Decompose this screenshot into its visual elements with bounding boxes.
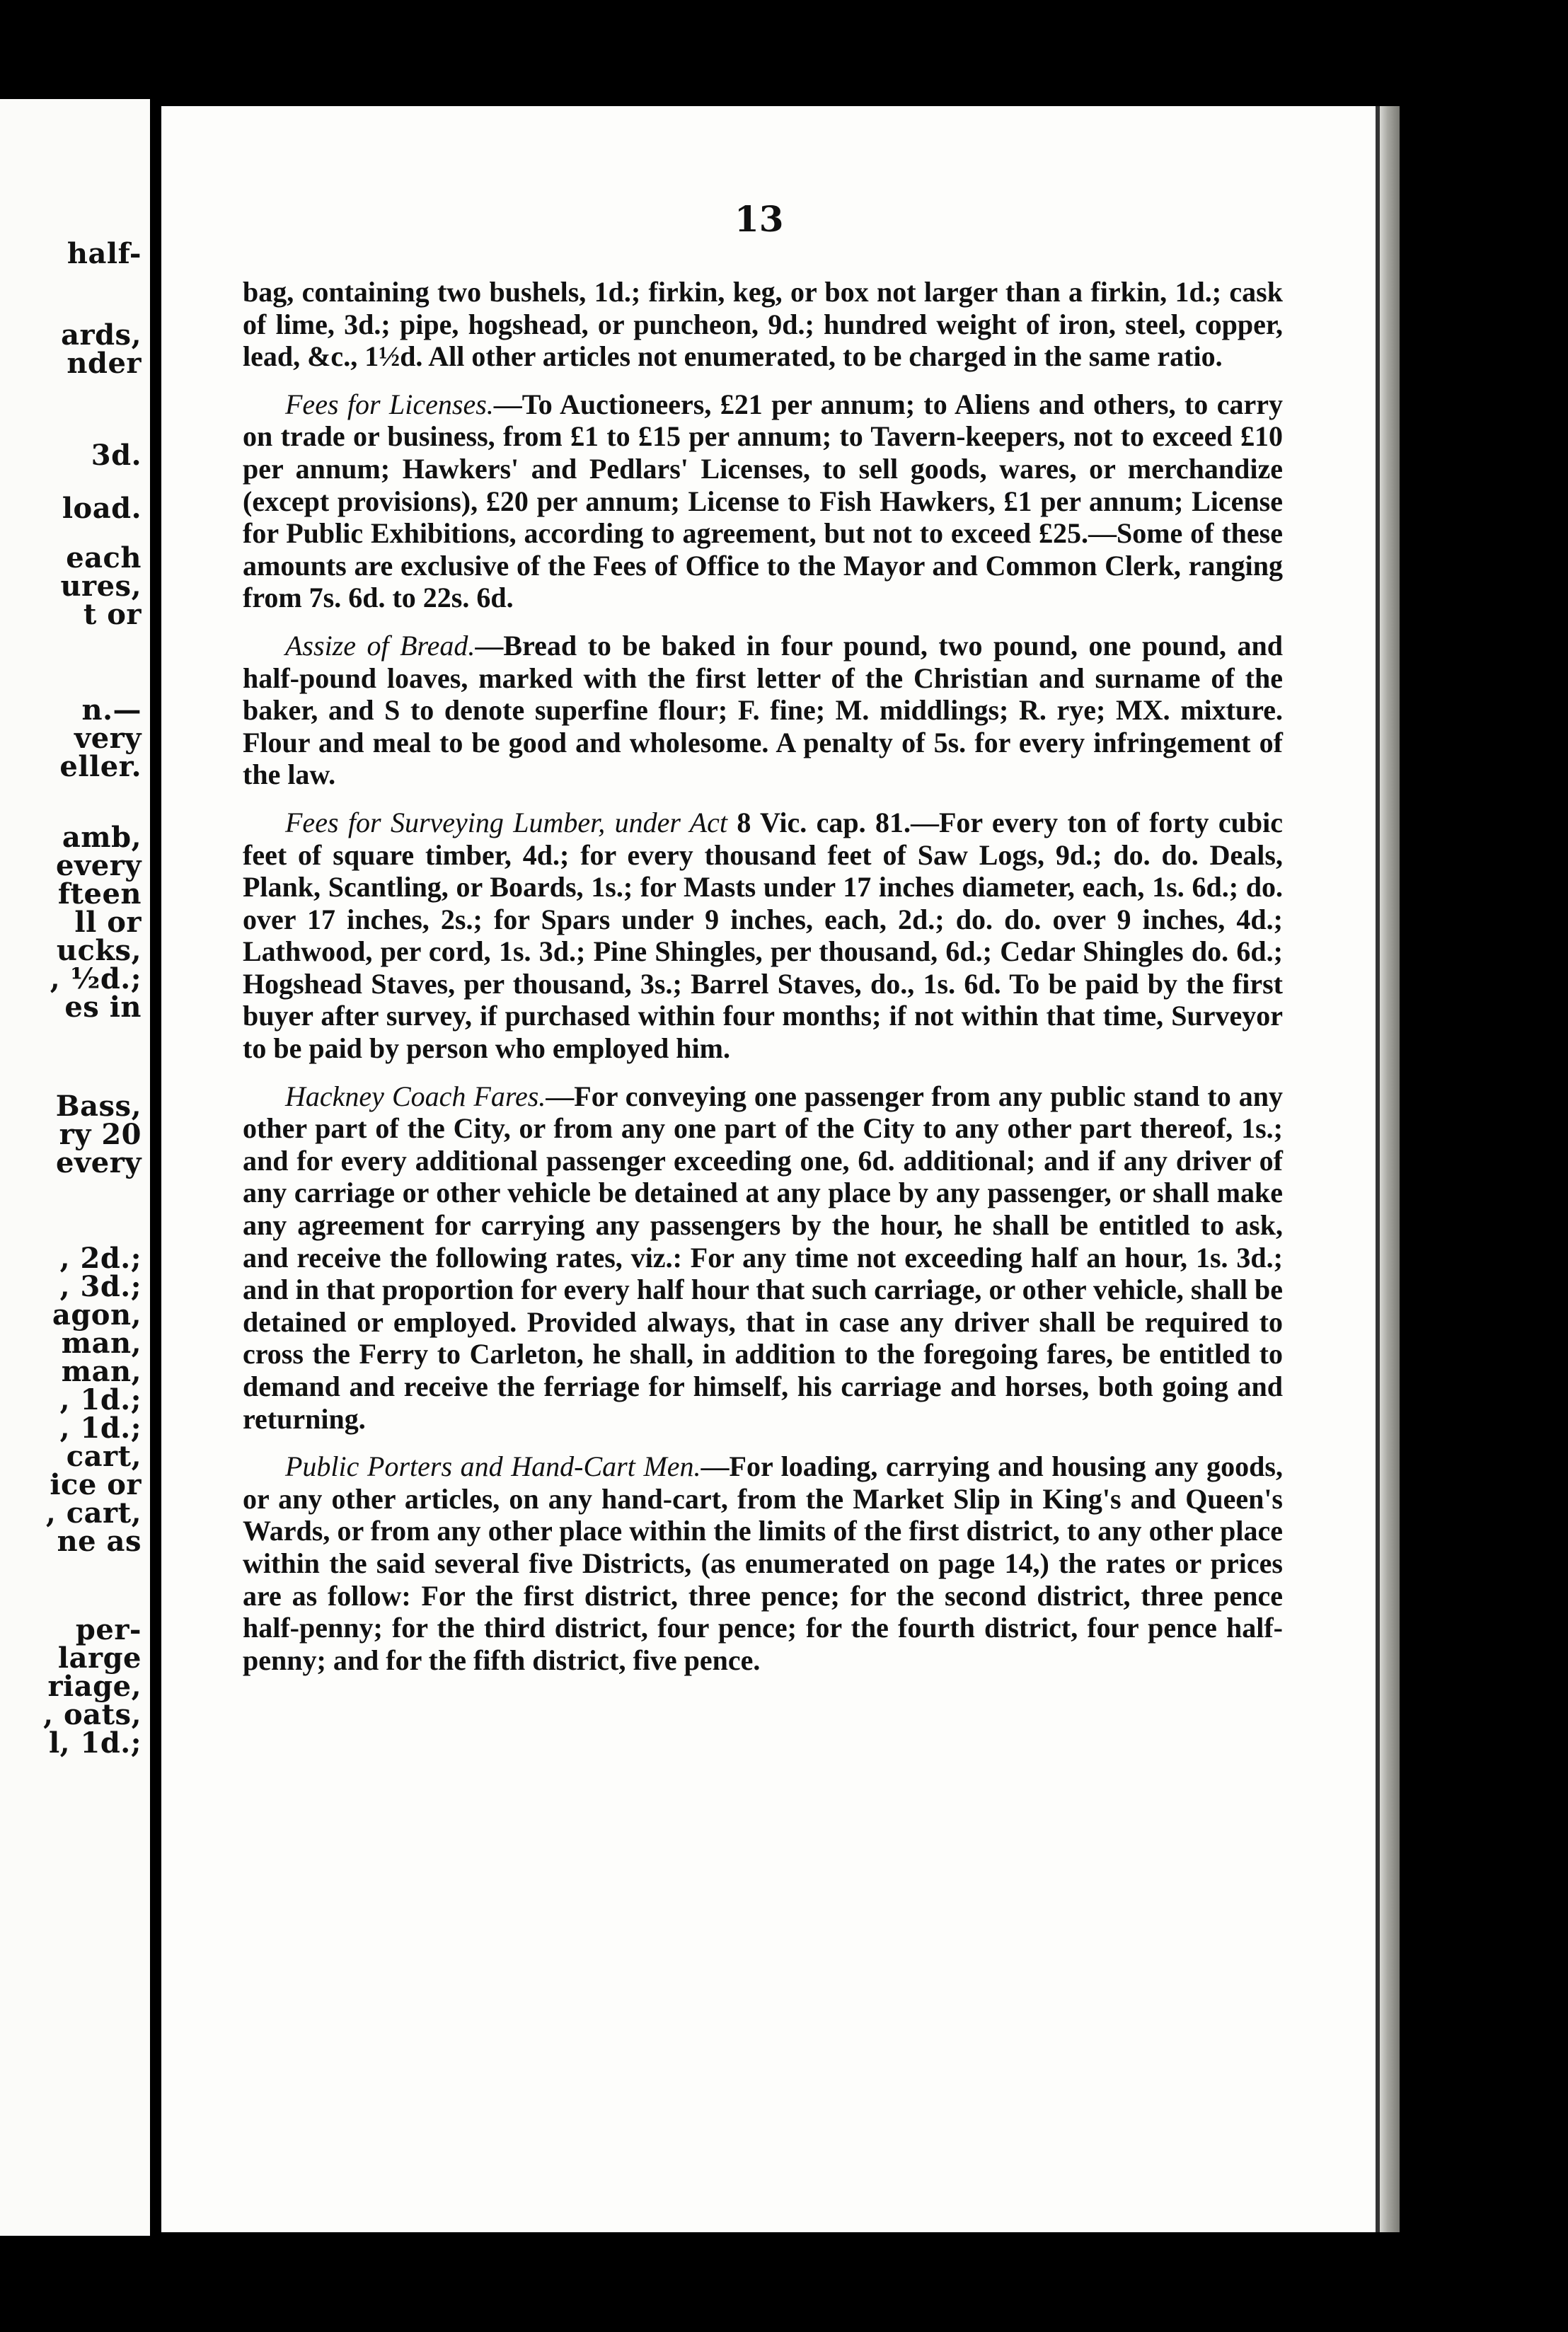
paragraph-heading: Assize of Bread. [285, 629, 475, 662]
paragraph-text: —To Auctioneers, £21 per annum; to Aliens and others, to carry on trade or business, from £1 to £15 per annum; to Tavern-keepers, not to exceed £10 per annum; Hawkers' and Pedlars' Licenses, to sell goods, wares, or merchandize (except provisions), £20 per annum; License to Fish Hawkers, £1 per annum; License for Public Exhibitions, according to agreement, but not to exceed £25.—Some of these amounts are exclusive of the Fees of Office to the Mayor and Common Clerk, ranging from 7s. 6d. to 22s. 6d. [243, 388, 1283, 614]
previous-page-text-fragment: ice or [50, 1468, 142, 1501]
paragraph-text: bag, containing two bushels, 1d.; firkin, keg, or box not larger than a firkin, 1d.; cask of lime, 3d.; pipe, hogshead, or puncheon, 9d.; hundred weight of iron, steel, copper, lead, &c., 1½d. All other articles not enumerated, to be charged in the same ratio. [243, 276, 1283, 373]
paragraph [243, 807, 1283, 1065]
previous-page-text-fragment: nder [67, 347, 142, 380]
paragraph-text: 8 Vic. cap. 81.—For every ton of forty cubic feet of square timber, 4d.; for every thousand feet of Saw Logs, 9d.; do. do. Deals, Plank, Scantling, or Boards, 1s.; for Masts under 17 inches diameter, each, 1s. 6d.; do. over 17 inches, 2s.; for Spars under 9 inches, each, 2d.; do. do. over 9 inches, 4d.; Lathwood, per cord, 1s. 3d.; Pine Shingles, per thousand, 6d.; Cedar Shingles do. 6d.; Hogshead Staves, per thousand, 3s.; Barrel Staves, do., 1s. 6d. To be paid by the first buyer after survey, if purchased within four months; if not within that time, Surveyor to be paid by person who employed him. [243, 806, 1284, 1065]
paragraph-heading: Hackney Coach Fares. [285, 1080, 546, 1112]
previous-page-text-fragment: fteen [57, 877, 142, 911]
previous-page-text-fragment: t or [83, 598, 142, 631]
previous-page-text-fragment: , oats, [43, 1698, 142, 1731]
paragraph [243, 1450, 1283, 1676]
paragraph-text: —Bread to be baked in four pound, two pound, one pound, and half-pound loaves, marked with the first letter of the Christian and surname of the baker, and S to denote superfine flour; F. fine; M. middlings; R. rye; MX. mixture. Flour and meal to be good and wholesome. A penalty of 5s. for every infringement of the law. [243, 629, 1283, 791]
paragraph [243, 276, 1283, 373]
previous-page-text-fragment: ll or [74, 906, 142, 939]
previous-page-text-fragment: every [56, 849, 142, 882]
previous-page-text-fragment: per- [75, 1613, 142, 1646]
previous-page-text-fragment: half- [67, 237, 142, 270]
previous-page-strip [0, 99, 150, 2236]
paragraph-heading: Fees for Surveying Lumber, under Act [285, 806, 727, 838]
paragraph [243, 630, 1283, 791]
paragraph [243, 1080, 1283, 1436]
previous-page-text-fragment: cart, [66, 1440, 142, 1473]
previous-page-text-fragment: every [56, 1146, 142, 1179]
page-number: 13 [734, 198, 784, 240]
previous-page-text-fragment: ry 20 [59, 1118, 142, 1151]
previous-page-text-fragment: , cart, [45, 1496, 142, 1530]
previous-page-text-fragment: agon, [52, 1298, 142, 1332]
previous-page-text-fragment: n.— [81, 693, 142, 727]
previous-page-text-fragment: , ½d.; [50, 962, 142, 995]
previous-page-text-fragment: 3d. [91, 439, 142, 472]
previous-page-text-fragment: man, [61, 1327, 142, 1360]
paragraph [243, 388, 1283, 614]
previous-page-text-fragment: es in [64, 991, 142, 1024]
previous-page-text-fragment: each [66, 541, 142, 575]
previous-page-text-fragment: , 1d.; [59, 1412, 142, 1445]
previous-page-text-fragment: l, 1d.; [48, 1726, 142, 1760]
page-text-block [243, 276, 1283, 1692]
previous-page-text-fragment: man, [61, 1355, 142, 1388]
previous-page-text-fragment: amb, [62, 821, 142, 854]
previous-page-text-fragment: , 2d.; [59, 1242, 142, 1275]
previous-page-text-fragment: ards, [61, 318, 142, 352]
previous-page-text-fragment: riage, [47, 1670, 142, 1703]
paragraph-heading: Public Porters and Hand-Cart Men. [285, 1450, 701, 1483]
previous-page-text-fragment: , 1d.; [59, 1383, 142, 1416]
page-edge [1380, 106, 1400, 2232]
paragraph-heading: Fees for Licenses. [285, 388, 494, 420]
previous-page-text-fragment: ne as [57, 1525, 142, 1558]
previous-page-text-fragment: load. [62, 492, 142, 525]
previous-page-text-fragment: ures, [60, 570, 142, 603]
page-gutter [150, 106, 161, 2236]
previous-page-text-fragment: , 3d.; [59, 1270, 142, 1303]
book-page [161, 106, 1400, 2232]
previous-page-text-fragment: Bass, [55, 1090, 142, 1123]
previous-page-text-fragment: very [74, 722, 142, 755]
previous-page-text-fragment: large [57, 1641, 142, 1675]
previous-page-text-fragment: eller. [59, 750, 142, 783]
previous-page-text-fragment: ucks, [56, 934, 142, 967]
paragraph-text: —For loading, carrying and housing any goods, or any other articles, on any hand-cart, from the Market Slip in King's and Queen's Wards, or from any other place within the limits of the first district, to any other place within the said several five Districts, (as enumerated on page 14,) the rates or prices are as follow: For the first district, three pence; for the second district, three pence half-penny; for the third district, four pence; for the fourth district, four pence half-penny; and for the fifth district, five pence. [243, 1450, 1283, 1676]
paragraph-text: —For conveying one passenger from any public stand to any other part of the City, or from any one part of the City to any other part thereof, 1s.; and for every additional passenger exceeding one, 6d. additional; and if any driver of any carriage or other vehicle be detained at any place by any passenger, or shall make any agreement for carrying any passengers by the hour, he shall be entitled to ask, and receive the following rates, viz.: For any time not exceeding half an hour, 1s. 3d.; and in that proportion for every half hour that such carriage, or other vehicle, shall be detained or employed. Provided always, that in case any driver shall be required to cross the Ferry to Carleton, he shall, in addition to the foregoing fares, be entitled to demand and receive the ferriage for himself, his carriage and horses, both going and returning. [243, 1080, 1283, 1435]
